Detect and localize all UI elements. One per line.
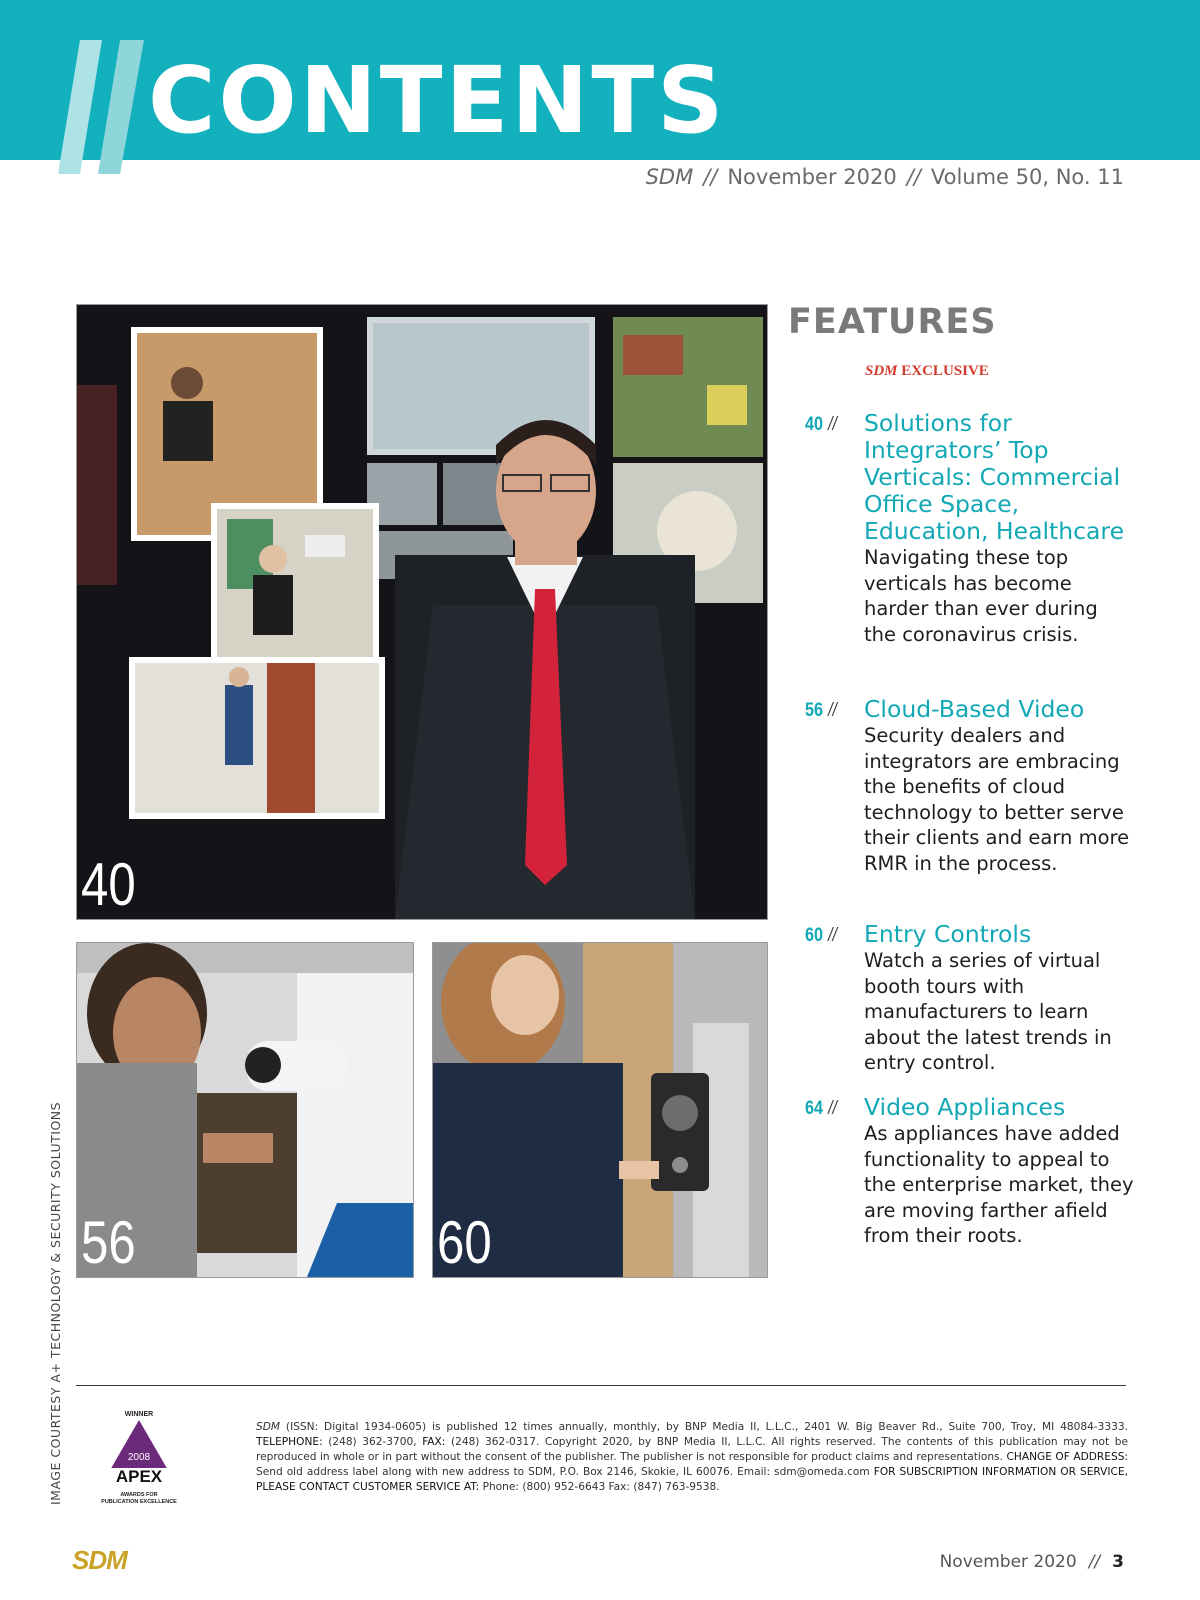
image-credit: IMAGE COURTESY A+ TECHNOLOGY & SECURITY SOLUTIONS — [48, 1101, 63, 1505]
apex-award-badge — [96, 1408, 182, 1508]
photo-60-number: 60 — [437, 1209, 492, 1276]
article-entry[interactable] — [805, 921, 1135, 1076]
photo-40-number: 40 — [81, 851, 136, 918]
legal-fax-label: FAX: — [422, 1436, 446, 1448]
article-separator: // — [828, 925, 838, 946]
article-description: Navigating these top verticals has become harder than ever during the coronavirus crisis. — [864, 546, 1098, 646]
folio-separator: // — [1088, 1552, 1101, 1572]
legal-telephone-label: TELEPHONE: — [256, 1436, 323, 1448]
footer-divider — [76, 1385, 1126, 1386]
article-title[interactable]: Solutions for Integrators’ Top Verticals: Commercial Office Space, Education, Healthcare — [864, 409, 1125, 545]
article-page-number — [805, 1098, 837, 1120]
apex-name-text: APEX — [115, 1467, 163, 1486]
legal-text: (ISSN: Digital 1934-0605) is published 12 times annually, monthly, by BNP Media II, L.L.C., 2401 W. Big Beaver Rd., Suite 700, Troy, MI 48084-3333. — [280, 1421, 1128, 1433]
page-folio — [940, 1552, 1124, 1572]
apex-year-text: 2008 — [127, 1452, 151, 1463]
legal-text: Send old address label along with new address to SDM, P.O. Box 2146, Skokie, IL 60076. Email: sdm@omeda.com — [256, 1466, 874, 1478]
article-description: As appliances have added functionality to appeal to the enterprise market, they are moving farther afield from their roots. — [864, 1122, 1134, 1247]
article-title[interactable]: Entry Controls — [864, 920, 1032, 948]
issue-magazine: SDM — [645, 165, 694, 189]
legal-magazine: SDM — [256, 1421, 281, 1433]
legal-notice — [256, 1420, 1128, 1495]
legal-text: (248) 362-0317. Copyright 2020, by BNP Media II, L.L.C. All rights reserved. The contents of this publication may not be reproduced in whole or in part without the consent of the publisher. The publisher is not responsible for product claims and representations. — [256, 1436, 1128, 1463]
legal-text: (248) 362-3700, — [322, 1436, 423, 1448]
feature-photo-60[interactable] — [432, 942, 768, 1278]
article-description: Security dealers and integrators are embracing the benefits of cloud technology to better serve their clients and earn more RMR in the process. — [864, 724, 1130, 875]
issue-separator: // — [703, 165, 718, 189]
exclusive-magazine: SDM — [865, 363, 898, 379]
folio-date: November 2020 — [939, 1552, 1077, 1572]
article-description: Watch a series of virtual booth tours with manufacturers to learn about the latest trends in entry control. — [864, 949, 1112, 1074]
article-page: 56 — [805, 700, 823, 721]
article-entry[interactable] — [805, 696, 1135, 876]
sdm-exclusive-label — [865, 363, 989, 380]
issue-volume: Volume 50, No. 11 — [930, 165, 1124, 189]
legal-change-address-label: CHANGE OF ADDRESS: — [1006, 1451, 1128, 1463]
article-page-number — [805, 925, 837, 947]
article-title[interactable]: Cloud-Based Video — [864, 695, 1085, 723]
legal-subscription-label: FOR SUBSCRIPTION INFORMATION OR SERVICE, PLEASE CONTACT CUSTOMER SERVICE AT: — [256, 1466, 1129, 1493]
article-separator: // — [828, 700, 838, 721]
article-page-number — [805, 414, 837, 436]
feature-photo-56[interactable] — [76, 942, 414, 1278]
apex-tagline-1: AWARDS FOR — [120, 1492, 158, 1498]
feature-photo-40[interactable] — [76, 304, 768, 920]
article-entry[interactable] — [805, 410, 1135, 647]
apex-tagline-2: PUBLICATION EXCELLENCE — [101, 1499, 177, 1505]
apex-winner-text: WINNER — [124, 1411, 154, 1418]
article-entry[interactable] — [805, 1094, 1135, 1249]
photo-56-number: 56 — [81, 1209, 136, 1276]
double-slash-graphic — [58, 40, 148, 180]
photo-40-illustration — [77, 305, 767, 919]
article-separator: // — [828, 414, 838, 435]
page-number: 3 — [1112, 1552, 1124, 1572]
article-page: 40 — [805, 414, 823, 435]
page-title: CONTENTS — [148, 47, 727, 154]
exclusive-suffix: EXCLUSIVE — [901, 363, 989, 379]
article-page: 64 — [805, 1098, 823, 1119]
issue-separator: // — [906, 165, 921, 189]
article-page-number — [805, 700, 837, 722]
article-title[interactable]: Video Appliances — [864, 1093, 1066, 1121]
article-page: 60 — [805, 925, 823, 946]
sdm-logo[interactable]: SDM — [72, 1545, 127, 1575]
issue-date: November 2020 — [727, 165, 897, 189]
issue-line — [646, 165, 1124, 189]
legal-text: Phone: (800) 952-6643 Fax: (847) 763-9538. — [479, 1481, 720, 1493]
features-heading: FEATURES — [788, 302, 997, 342]
article-separator: // — [828, 1098, 838, 1119]
